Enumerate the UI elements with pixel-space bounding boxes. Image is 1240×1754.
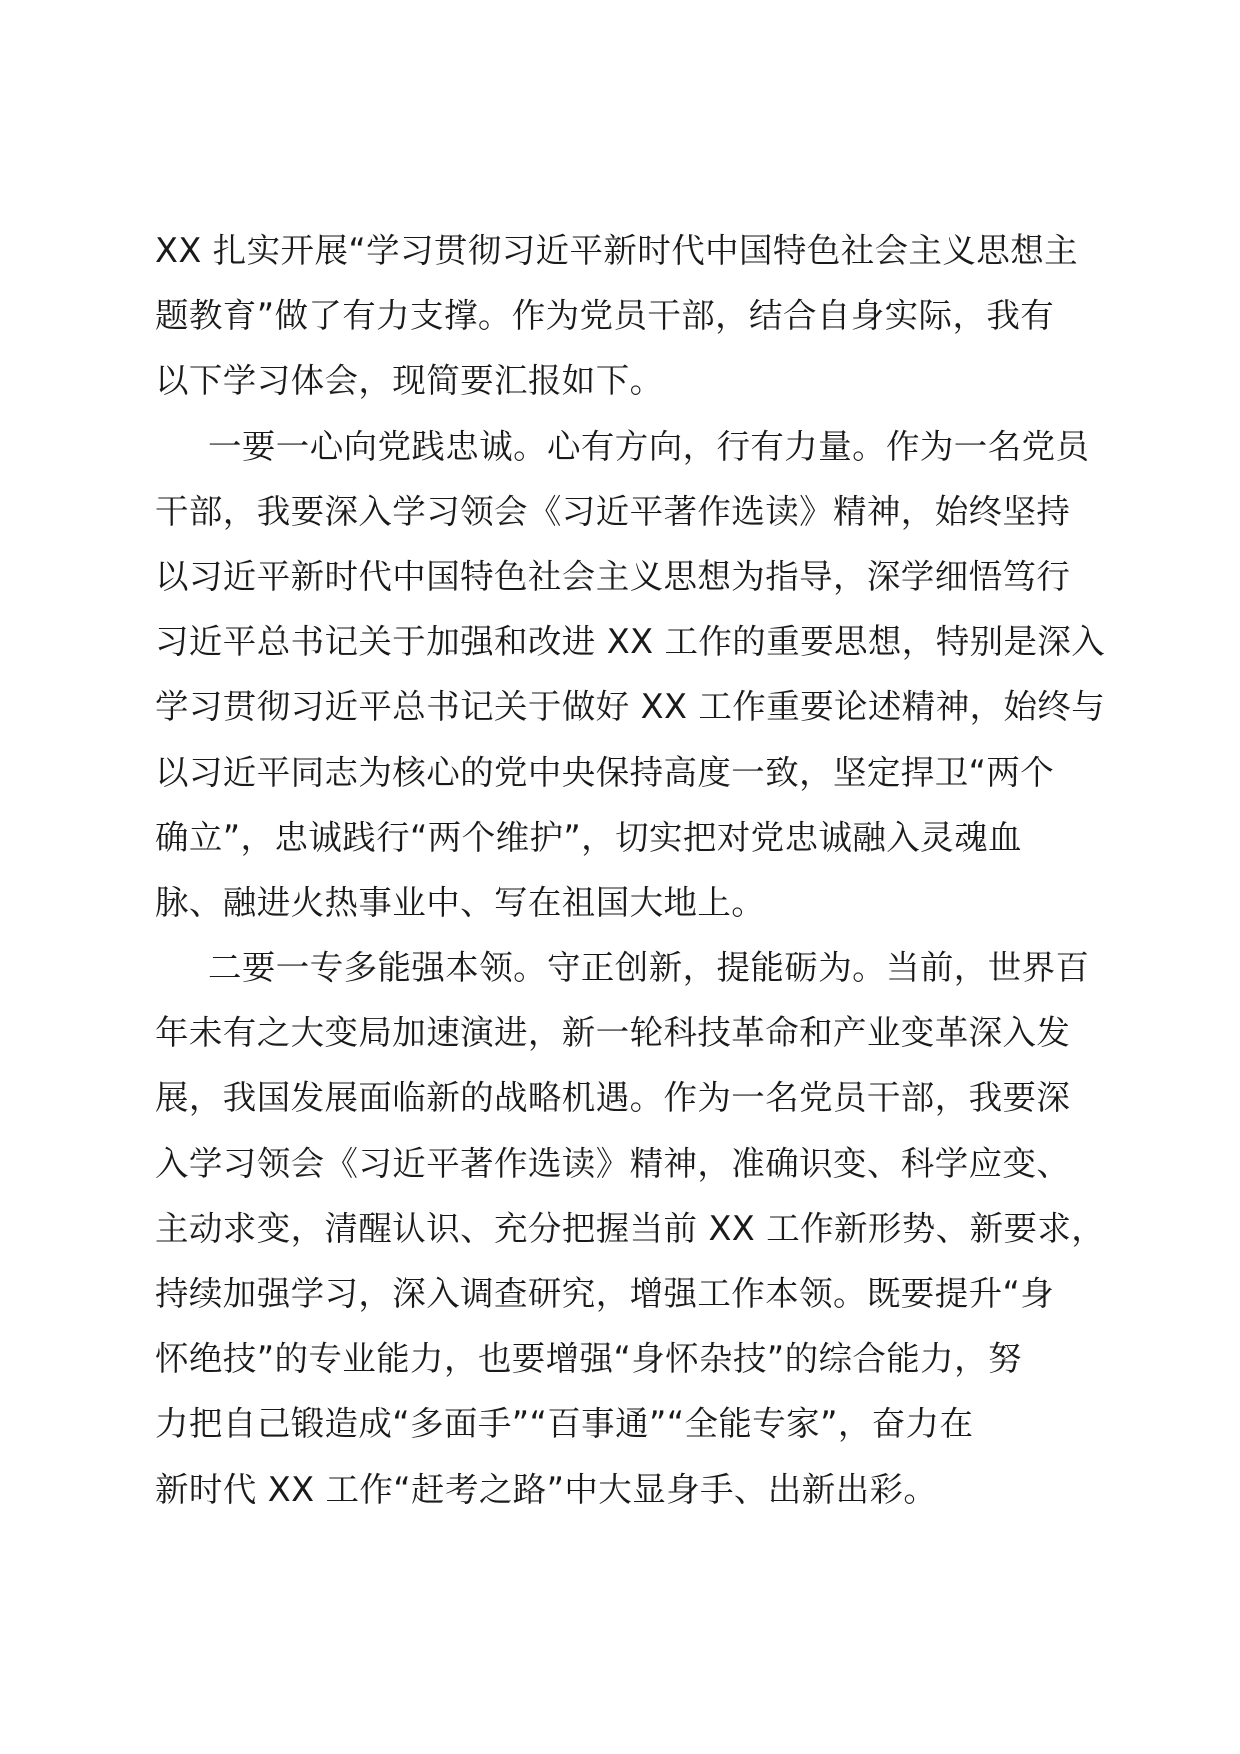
text-line: 确立”，忠诚践行“两个维护”，切实把对党忠诚融入灵魂血: [155, 817, 1022, 857]
text-line: 以习近平新时代中国特色社会主义思想为指导，深学细悟笃行: [155, 556, 1071, 596]
text-line: 干部，我要深入学习领会《习近平著作选读》精神，始终坚持: [155, 491, 1071, 531]
text-line: 新时代 XX 工作“赶考之路”中大显身手、出新出彩。: [155, 1469, 938, 1509]
text-line: 年未有之大变局加速演进，新一轮科技革命和产业变革深入发: [155, 1013, 1071, 1053]
text-line: 入学习领会《习近平著作选读》精神，准确识变、科学应变、: [155, 1143, 1071, 1183]
text-line: 怀绝技”的专业能力，也要增强“身怀杂技”的综合能力，努: [155, 1339, 1022, 1379]
text-line: 力把自己锻造成“多面手”“百事通”“全能专家”，奋力在: [155, 1404, 974, 1444]
text-line: 主动求变，清醒认识、充分把握当前 XX 工作新形势、新要求，: [155, 1208, 1106, 1248]
paragraph-heading-line: 一要一心向党践忠诚。心有方向，行有力量。作为一名党员: [208, 426, 1090, 466]
text-line: 以习近平同志为核心的党中央保持高度一致，坚定捍卫“两个: [155, 752, 1055, 792]
text-line: 以下学习体会，现简要汇报如下。: [155, 361, 664, 401]
text-line: 脉、融进火热事业中、写在祖国大地上。: [155, 882, 766, 922]
document-body: [155, 218, 1106, 1522]
text-line: 学习贯彻习近平总书记关于做好 XX 工作重要论述精神，始终与: [155, 687, 1106, 727]
text-line: 题教育”做了有力支撑。作为党员干部，结合自身实际，我有: [155, 296, 1055, 336]
text-line: XX 扎实开展“学习贯彻习近平新时代中国特色社会主义思想主: [155, 231, 1079, 270]
text-line: 展，我国发展面临新的战略机遇。作为一名党员干部，我要深: [155, 1078, 1071, 1118]
text-line: 持续加强学习，深入调查研究，增强工作本领。既要提升“身: [155, 1274, 1055, 1313]
text-line: 习近平总书记关于加强和改进 XX 工作的重要思想，特别是深入: [155, 622, 1106, 662]
paragraph-heading-line: 二要一专多能强本领。守正创新，提能砺为。当前，世界百: [208, 948, 1090, 988]
